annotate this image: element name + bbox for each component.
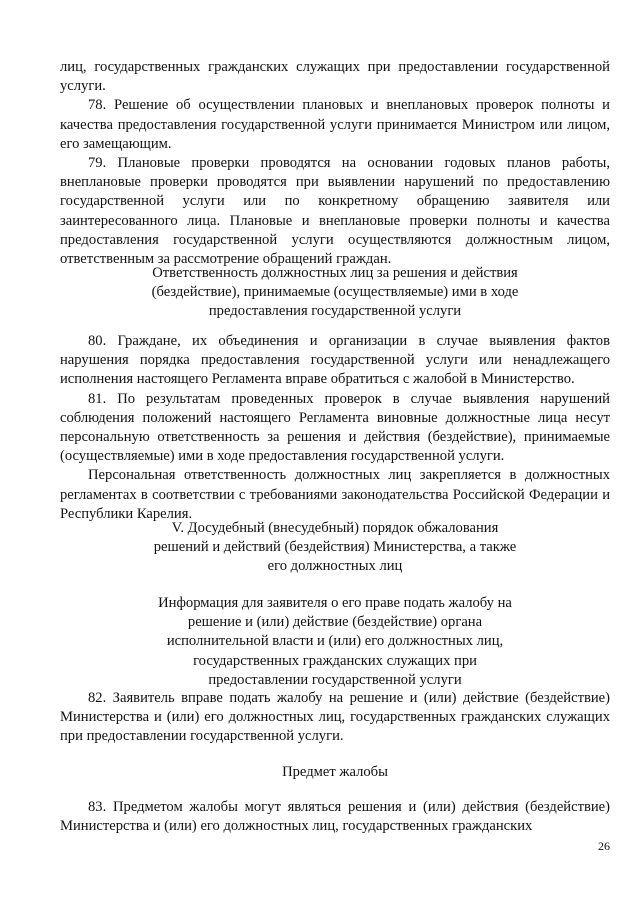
paragraph-81: 81. По результатам проведенных проверок в случае выявления нарушений соблюдения положений настоящего Регламента виновные должностные лица несут персональную ответственность за решения и действия (бездействие), принимаемые (осуществляемые) ими в ходе предоставления государственной услуги. [60,390,610,465]
heading-responsibility: Ответственность должностных лиц за решения и действия (бездействие), принимаемые (осуществляемые) ими в ходе предоставления государственной услуги [151,265,519,320]
text-block-82 [60,689,610,747]
paragraph-79: 79. Плановые проверки проводятся на основании годовых планов работы, внеплановые проверки проводятся при выявлении нарушений по предоставлению государственной услуги или по конкретному обращению заявителя или заинтересованного лица. Плановые и внеплановые проверки полноты и качества предоставления государственной услуги осуществляются должностным лицом, ответственным за рассмотрение обращений граждан. [60,155,610,268]
paragraph-78: 78. Решение об осуществлении плановых и внеплановых проверок полноты и качества предоставления государственной услуги принимается Министром или лицом, его замещающим. [60,97,610,152]
paragraph-81-personal: Персональная ответственность должностных лиц закрепляется в должностных регламентах в соответствии с требованиями законодательства Российской Федерации и Республики Карелия. [60,467,610,522]
text-block-middle [60,332,610,524]
text-block-83 [60,798,610,836]
text-block-top [60,58,610,269]
paragraph-83: 83. Предметом жалобы могут являться решения и (или) действия (бездействие) Министерства и (или) его должностных лиц, государственных гражданских [60,799,610,835]
paragraph-80: 80. Граждане, их объединения и организации в случае выявления фактов нарушения порядка предоставления государственной услуги или ненадлежащего исполнения настоящего Регламента вправе обратиться с жалобой в Министерство. [60,333,610,388]
paragraph-82: 82. Заявитель вправе подать жалобу на решение и (или) действие (бездействие) Министерства и (или) его должностных лиц, государственных гражданских служащих при предоставлении государственной услуги. [60,690,610,745]
section-v-heading: V. Досудебный (внесудебный) порядок обжалования решений и действий (бездействия) Министерства, а также его должностных лиц [153,520,517,575]
page-number: 26 [598,839,610,853]
paragraph-continuation: лиц, государственных гражданских служащих при предоставлении государственной услуги. [60,59,610,95]
subject-heading: Предмет жалобы [282,764,388,780]
info-heading: Информация для заявителя о его праве подать жалобу на решение и (или) действие (бездействие) органа исполнительной власти и (или) его должностных лиц, государственных гражданских служащих при предоставлении государственной услуги [158,595,512,688]
